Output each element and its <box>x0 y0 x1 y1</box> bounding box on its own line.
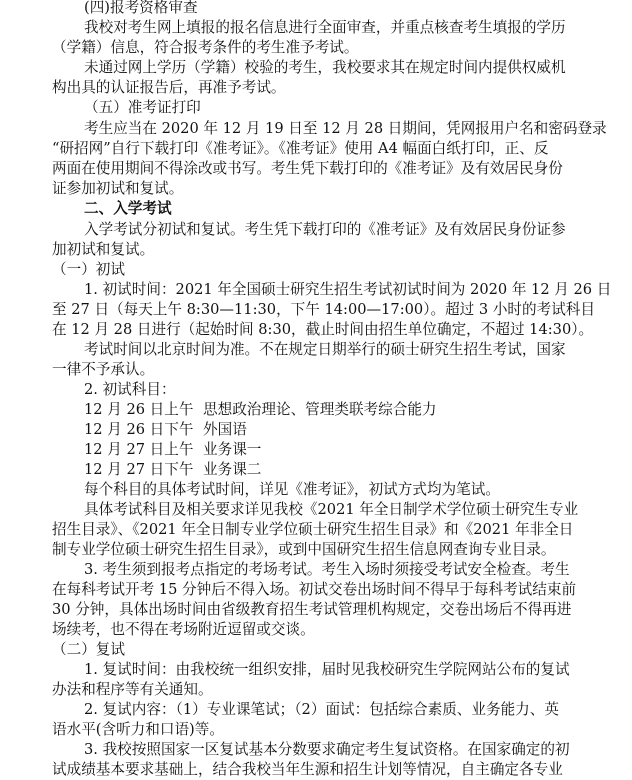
paragraph-line: 一律不予承认。 <box>52 361 155 378</box>
section-heading: （一）初试 <box>52 261 125 278</box>
schedule-date: 12 月 27 日下午 <box>84 461 194 478</box>
paragraph-line: （学籍）信息，符合报考条件的考生准予考试。 <box>52 39 359 56</box>
paragraph-line: 2. 初试科目： <box>84 381 176 398</box>
paragraph-line: 2. 复试内容：（1）专业课笔试；（2）面试：包括综合素质、业务能力、英 <box>84 701 559 718</box>
paragraph-line: 1. 初试时间：2021 年全国硕士研究生招生考试初试时间为 2020 年 12 月 26 日 <box>84 281 612 298</box>
paragraph-line: 加初试和复试。 <box>52 241 155 258</box>
paragraph-line: 办法和程序等有关通知。 <box>52 681 213 698</box>
paragraph-line: 每个科目的具体考试时间，详见《准考证》，初试方式均为笔试。 <box>84 481 500 498</box>
schedule-date: 12 月 26 日上午 <box>84 401 194 418</box>
paragraph-line: 考生应当在 2020 年 12 月 19 日至 12 月 28 日期间，凭网报用户名和密码登录 <box>84 120 607 137</box>
schedule-subject: 外国语 <box>203 421 247 438</box>
paragraph-line: 至 27 日（每天上午 8:30—11:30，下午 14:00—17:00）。超过 3 小时的考试科目 <box>52 301 595 318</box>
part-heading: 二、入学考试 <box>84 200 172 217</box>
paragraph-line: 证参加初试和复试。 <box>52 180 184 197</box>
paragraph-line: 试成绩基本要求基础上，结合我校当年生源和招生计划等情况，自主确定各专业 <box>52 761 563 778</box>
paragraph-line: 制专业学位硕士研究生招生目录》，或到中国研究生招生信息网查询专业目录。 <box>52 541 556 558</box>
schedule-subject: 思想政治理论、管理类联考综合能力 <box>203 401 437 418</box>
paragraph-line: 考试时间以北京时间为准。不在规定日期举行的硕士研究生招生考试，国家 <box>84 341 566 358</box>
paragraph-line: 在 12 月 28 日进行（起始时间 8:30，截止时间由招生单位确定，不超过 14:30）。 <box>52 321 594 338</box>
paragraph-line: “研招网”自行下载打印《准考证》。《准考证》使用 A4 幅面白纸打印，正、反 <box>52 140 549 157</box>
schedule-date: 12 月 26 日下午 <box>84 421 194 438</box>
schedule-date: 12 月 27 日上午 <box>84 441 194 458</box>
paragraph-line: 1. 复试时间：由我校统一组织安排，届时见我校研究生学院网站公布的复试 <box>84 661 570 678</box>
section-heading: (四)报考资格审查 <box>84 0 198 16</box>
paragraph-line: 未通过网上学历（学籍）校验的考生，我校要求其在规定时间内提供权威机 <box>84 59 566 76</box>
section-heading: （五）准考证打印 <box>84 99 201 116</box>
paragraph-line: 3. 我校按照国家一区复试基本分数要求确定考生复试资格。在国家确定的初 <box>84 741 570 758</box>
schedule-subject: 业务课二 <box>203 461 262 478</box>
paragraph-line: 语水平(含听力和口语)等。 <box>52 721 224 738</box>
paragraph-line: 场续考，也不得在考场附近逗留或交谈。 <box>52 621 315 638</box>
section-heading: （二）复试 <box>52 641 125 658</box>
paragraph-line: 两面在使用期间不得涂改或书写。考生凭下载打印的《准考证》及有效居民身份 <box>52 160 563 177</box>
paragraph-line: 构出具的认证报告后，再准予考试。 <box>52 79 286 96</box>
paragraph-line: 具体考试科目及相关要求详见我校《2021 年全日制学术学位硕士研究生专业 <box>84 501 579 518</box>
paragraph-line: 招生目录》、《2021 年全日制专业学位硕士研究生招生目录》和《2021 年非全日 <box>52 521 574 538</box>
paragraph-line: 3. 考生须到报考点指定的考场考试。考生入场时须接受考试安全检查。考生 <box>84 561 570 578</box>
paragraph-line: 入学考试分初试和复试。考生凭下载打印的《准考证》及有效居民身份证参 <box>84 221 566 238</box>
paragraph-line: 在每科考试开考 15 分钟后不得入场。初试交卷出场时间不得早于每科考试结束前 <box>52 581 577 598</box>
paragraph-line: 30 分钟，具体出场时间由省级教育招生考试管理机构规定，交卷出场后不得再进 <box>52 601 572 618</box>
schedule-subject: 业务课一 <box>203 441 262 458</box>
paragraph-line: 我校对考生网上填报的报名信息进行全面审查，并重点核查考生填报的学历 <box>84 19 566 36</box>
